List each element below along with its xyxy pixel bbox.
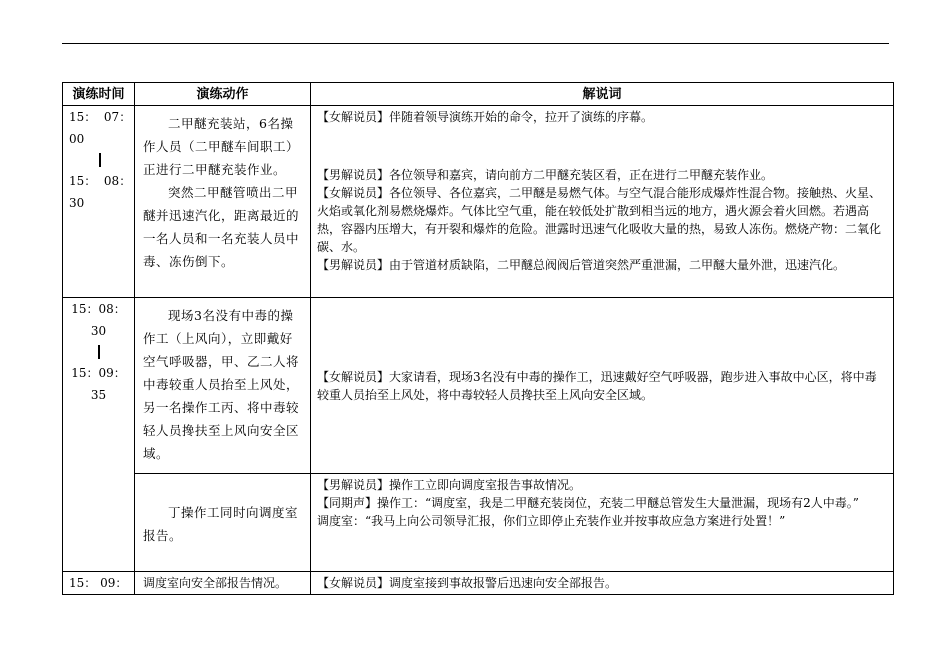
time-cell: 15： 07： 00 15： 08： 30 <box>63 106 135 298</box>
commentary-cell <box>311 106 894 298</box>
action-text: 丁操作工同时向调度室报告。 <box>143 504 299 543</box>
header-rule <box>62 43 889 44</box>
time-cell: 15：08： 30 15：09： 35 <box>63 298 135 572</box>
header-time: 演练时间 <box>63 83 135 106</box>
commentary-line: 【女解说员】各位领导、各位嘉宾，二甲醚是易燃气体。与空气混合能形成爆炸性混合物。接触热、火星、火焰或氧化剂易燃烧爆炸。气体比空气重，能在较低处扩散到相当远的地方，遇火源会着火回燃。若遇高热，容器内压增大，有开裂和爆炸的危险。泄露时迅速气化吸收大量的热，易致人冻伤。燃烧产物：二氧化碳、水。 <box>317 186 882 254</box>
action-cell <box>135 106 311 298</box>
commentary-cell <box>311 474 894 572</box>
header-commentary: 解说词 <box>311 83 894 106</box>
action-text: 突然二甲醚管喷出二甲醚并迅速汽化，距离最近的一名人员和一名充装人员中毒、冻伤倒下。 <box>143 185 300 269</box>
commentary-cell <box>311 298 894 474</box>
action-cell <box>135 474 311 572</box>
time-range-bar <box>99 153 101 167</box>
table-row <box>63 572 894 595</box>
commentary-line: 【女解说员】伴随着领导演练开始的命令，拉开了演练的序幕。 <box>317 110 654 124</box>
time-end-tail: 30 <box>69 196 85 210</box>
commentary-cell <box>311 572 894 595</box>
commentary-line: 调度室：“我马上向公司领导汇报，你们立即停止充装作业并按事故应急方案进行处置！” <box>317 514 786 528</box>
action-text: 二甲醚充装站，6名操作人员（二甲醚车间职工）正进行二甲醚充装作业。 <box>143 116 300 177</box>
action-text: 调度室向安全部报告情况。 <box>143 576 288 590</box>
drill-table <box>62 82 894 595</box>
action-cell <box>135 298 311 474</box>
time-range-bar <box>98 345 100 359</box>
action-cell <box>135 572 311 595</box>
table-row <box>63 474 894 572</box>
commentary-line: 【女解说员】大家请看，现场3名没有中毒的操作工，迅速戴好空气呼吸器，跑步进入事故中心区，将中毒较重人员抬至上风处，将中毒较轻人员搀扶至上风向安全区域。 <box>317 369 877 402</box>
table-row <box>63 298 894 474</box>
commentary-line: 【男解说员】操作工立即向调度室报告事故情况。 <box>317 478 582 492</box>
table-header-row <box>63 83 894 106</box>
header-action: 演练动作 <box>135 83 311 106</box>
commentary-line: 【男解说员】各位领导和嘉宾，请向前方二甲醚充装区看，正在进行二甲醚充装作业。 <box>317 168 774 182</box>
table-row <box>63 106 894 298</box>
time-cell: 15： 09： <box>63 572 135 595</box>
commentary-line: 【男解说员】由于管道材质缺陷，二甲醚总阀阀后管道突然严重泄漏，二甲醚大量外泄，迅速汽化。 <box>317 258 846 272</box>
time-start-tail: 00 <box>69 132 85 146</box>
commentary-line: 【同期声】操作工：“调度室，我是二甲醚充装岗位，充装二甲醚总管发生大量泄漏，现场有2人中毒。” <box>317 496 859 510</box>
action-text: 现场3名没有中毒的操作工（上风向），立即戴好空气呼吸器，甲、乙二人将中毒较重人员抬至上风处，另一名操作工丙、将中毒较轻人员搀扶至上风向安全区域。 <box>143 308 300 461</box>
commentary-line: 【女解说员】调度室接到事故报警后迅速向安全部报告。 <box>317 576 618 590</box>
